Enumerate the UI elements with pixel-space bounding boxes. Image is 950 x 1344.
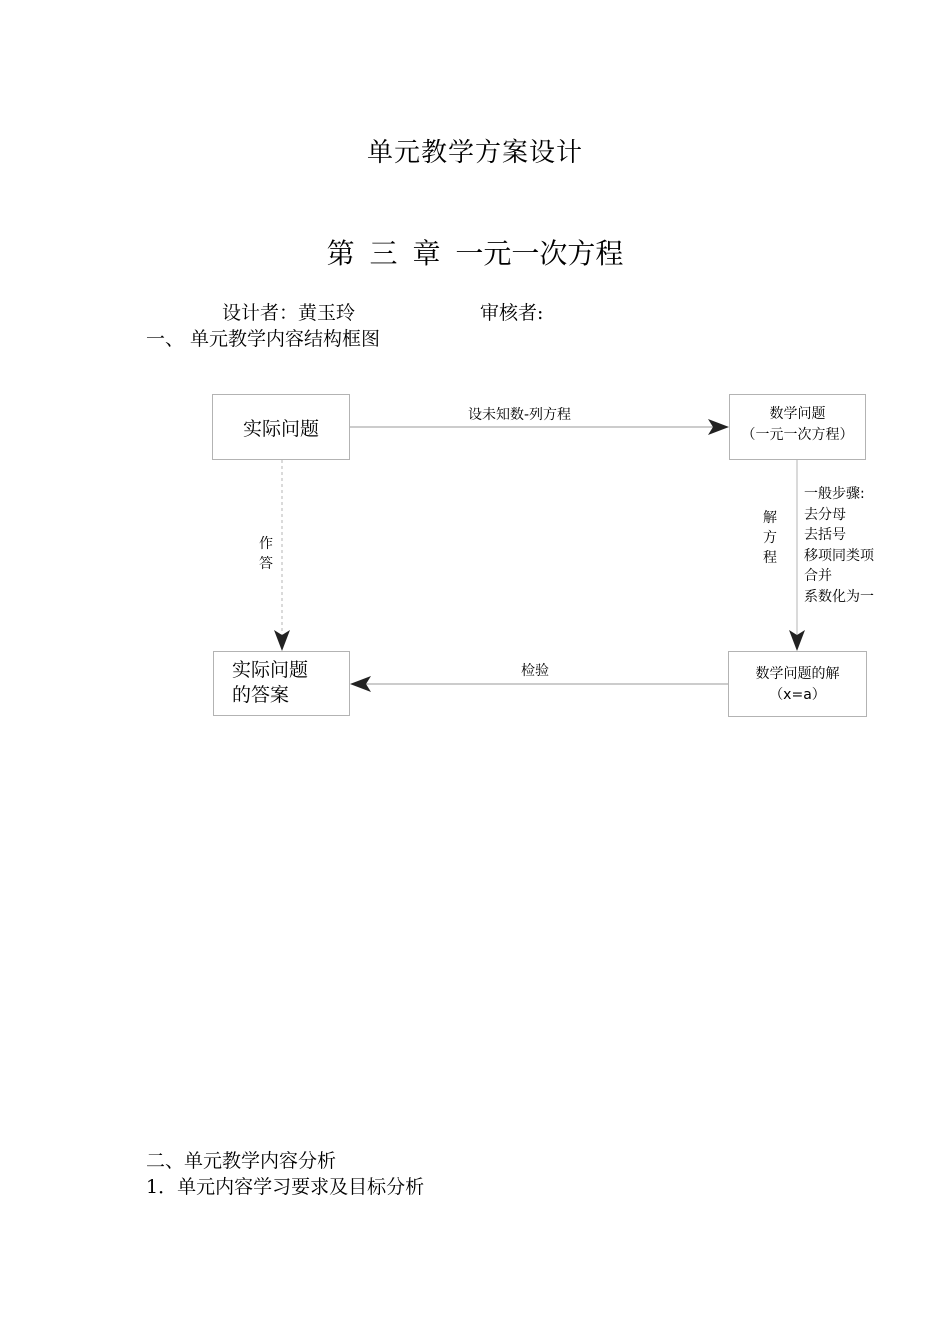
box-real-answer-label: [232, 658, 308, 708]
section-heading-structure-diagram: 一、 单元教学内容结构框图: [146, 328, 381, 350]
edge-label-solve-char: 程: [763, 550, 777, 566]
edge-label-solve-char: 方: [763, 530, 777, 546]
solving-step: 去括号: [804, 527, 846, 543]
edge-label-solve-equation: [760, 508, 780, 568]
edge-label-check: 检验: [521, 663, 549, 679]
document-title: 单元教学方案设计: [366, 138, 583, 168]
box-math-solution-line2: （x=a）: [769, 687, 826, 703]
box-math-problem-line2: （一元一次方程）: [741, 427, 854, 443]
subsection-heading-learning-requirements: 1．单元内容学习要求及目标分析: [146, 1176, 425, 1198]
designer-line: 设计者：黄玉玲: [222, 302, 356, 324]
edge-label-answer: [256, 534, 276, 574]
arrowhead-down-left: [274, 630, 290, 651]
box-math-solution-label: [728, 664, 867, 706]
edge-label-answer-char: 答: [259, 556, 273, 572]
solving-step: 去分母: [804, 506, 846, 523]
solving-steps-title: 一般步骤:: [804, 486, 865, 502]
box-real-answer-line2: 的答案: [232, 684, 290, 706]
solving-steps-list: [804, 484, 874, 607]
box-real-problem-label: 实际问题: [242, 417, 319, 440]
chapter-title: 第 三 章 一元一次方程: [326, 237, 624, 270]
box-real-answer-line1: 实际问题: [232, 659, 309, 681]
edge-label-set-equation: 设未知数-列方程: [468, 407, 572, 423]
solving-step: 移项同类项: [804, 547, 874, 564]
box-math-problem-label: [729, 404, 866, 446]
reviewer-line: 审核者:: [480, 302, 544, 324]
edge-label-answer-char: 作: [259, 536, 273, 552]
box-math-problem-line1: 数学问题: [769, 406, 826, 422]
edge-label-solve-char: 解: [763, 510, 777, 526]
solving-step: 合并: [804, 568, 832, 584]
box-math-solution-line1: 数学问题的解: [755, 666, 840, 682]
solving-step: 系数化为一: [804, 588, 874, 605]
section-heading-content-analysis: 二、单元教学内容分析: [146, 1150, 337, 1172]
